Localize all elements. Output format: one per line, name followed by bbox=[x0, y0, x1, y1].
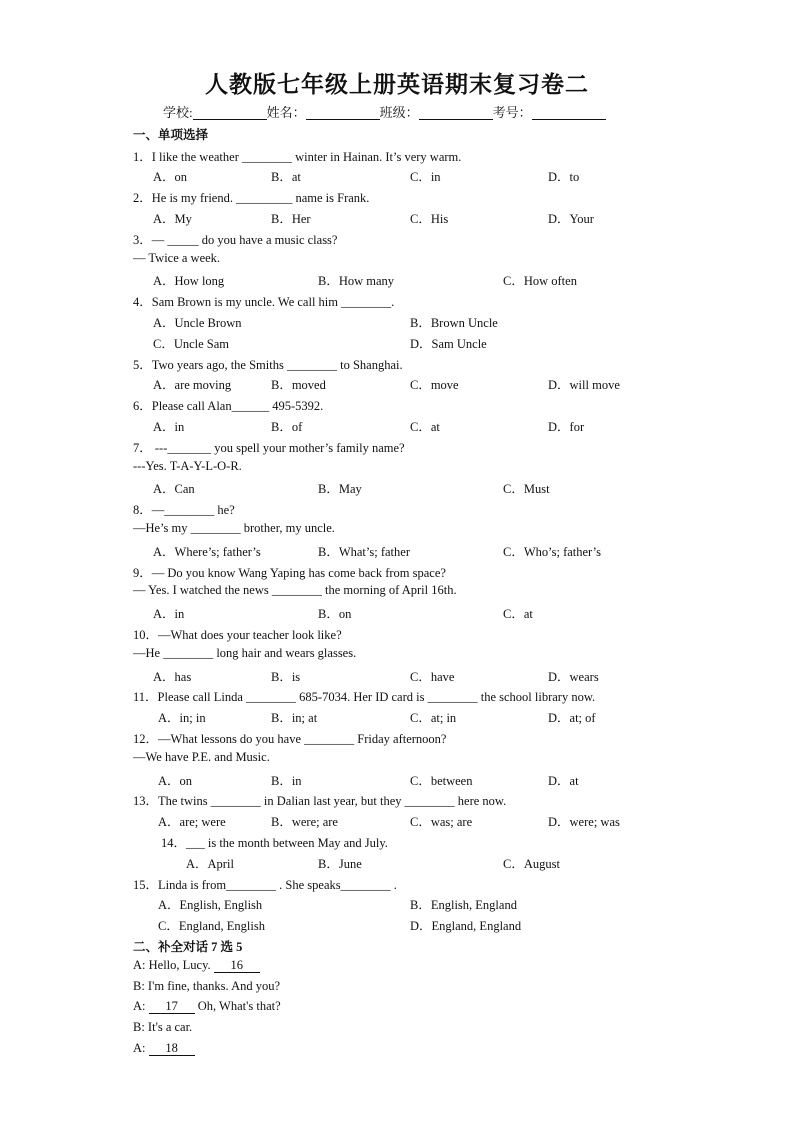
question-text: 4．Sam Brown is my uncle. We call him ________. bbox=[133, 295, 395, 309]
dialogue-blank-17: 17 bbox=[149, 1000, 195, 1014]
question-text: 14．___ is the month between May and July. bbox=[161, 836, 388, 850]
answer-option: A．English, English bbox=[158, 898, 263, 912]
question-text: 11．Please call Linda ________ 685-7034. Her ID card is ________ the school library now. bbox=[133, 690, 596, 704]
question-text: 13．The twins ________ in Dalian last year, but they ________ here now. bbox=[133, 794, 507, 808]
answer-option: D．Your bbox=[548, 212, 594, 226]
answer-option: B．What’s; father bbox=[318, 545, 410, 559]
answer-option: A．has bbox=[153, 670, 192, 684]
number-blank bbox=[532, 105, 606, 120]
number-label: 考号： bbox=[492, 105, 532, 120]
answer-option: C．was; are bbox=[410, 815, 473, 829]
answer-option: C．Who’s; father’s bbox=[503, 545, 602, 559]
dialogue-text: A: bbox=[133, 1041, 149, 1055]
answer-option: D．at; of bbox=[548, 711, 596, 725]
answer-option: D．Sam Uncle bbox=[410, 337, 487, 351]
name-label: 姓名： bbox=[266, 105, 306, 120]
answer-option: D．at bbox=[548, 774, 579, 788]
answer-option: C．Uncle Sam bbox=[153, 337, 230, 351]
answer-option: D．were; was bbox=[548, 815, 620, 829]
answer-option: A．in; in bbox=[158, 711, 206, 725]
answer-option: A．in bbox=[153, 420, 185, 434]
answer-option: B．were; are bbox=[271, 815, 338, 829]
class-label: 班级： bbox=[379, 105, 419, 120]
answer-option: C．August bbox=[503, 857, 560, 871]
answer-option: B．in; at bbox=[271, 711, 318, 725]
answer-option: B．Brown Uncle bbox=[410, 316, 498, 330]
answer-option: C．at bbox=[410, 420, 440, 434]
question-text: 5．Two years ago, the Smiths ________ to Shanghai. bbox=[133, 358, 403, 372]
school-label: 学校: bbox=[163, 105, 193, 120]
name-blank bbox=[306, 105, 380, 120]
question-text: 15．Linda is from________ . She speaks________ . bbox=[133, 878, 397, 892]
answer-option: C．England, English bbox=[158, 919, 265, 933]
answer-option: A．on bbox=[153, 170, 188, 184]
dialogue-line bbox=[133, 999, 281, 1014]
answer-option: B．at bbox=[271, 170, 301, 184]
question-text: 2．He is my friend. _________ name is Frank. bbox=[133, 191, 370, 205]
answer-option: C．How often bbox=[503, 274, 577, 288]
answer-option: C．move bbox=[410, 378, 459, 392]
answer-option: A．Can bbox=[153, 482, 195, 496]
answer-option: B．of bbox=[271, 420, 303, 434]
answer-option: B．How many bbox=[318, 274, 395, 288]
answer-option: A．How long bbox=[153, 274, 225, 288]
answer-option: A．Where’s; father’s bbox=[153, 545, 261, 559]
question-text: 8．—________ he? bbox=[133, 503, 235, 517]
school-blank bbox=[193, 105, 267, 120]
answer-option: D．for bbox=[548, 420, 585, 434]
dialogue-blank-18: 18 bbox=[149, 1042, 195, 1056]
answer-option: B．June bbox=[318, 857, 362, 871]
answer-option: C．at; in bbox=[410, 711, 457, 725]
answer-option: B．May bbox=[318, 482, 362, 496]
answer-option: C．in bbox=[410, 170, 441, 184]
answer-option: B．on bbox=[318, 607, 352, 621]
answer-option: D．to bbox=[548, 170, 580, 184]
answer-option: A．My bbox=[153, 212, 192, 226]
question-text: —We have P.E. and Music. bbox=[133, 750, 270, 764]
answer-option: D．wears bbox=[548, 670, 599, 684]
answer-option: D．will move bbox=[548, 378, 620, 392]
class-blank bbox=[419, 105, 493, 120]
answer-option: A．April bbox=[186, 857, 234, 871]
answer-option: C．Must bbox=[503, 482, 550, 496]
answer-option: C．at bbox=[503, 607, 533, 621]
question-text: 7． ---_______ you spell your mother’s family name? bbox=[133, 441, 405, 455]
question-text: 1．I like the weather ________ winter in Hainan. It’s very warm. bbox=[133, 150, 462, 164]
dialogue-text: A: bbox=[133, 999, 149, 1013]
section-heading-choice: 一、单项选择 bbox=[133, 128, 209, 142]
dialogue-line: B: I'm fine, thanks. And you? bbox=[133, 979, 281, 993]
answer-option: C．have bbox=[410, 670, 455, 684]
question-text: —He ________ long hair and wears glasses. bbox=[133, 646, 357, 660]
dialogue-text: A: Hello, Lucy. bbox=[133, 958, 214, 972]
question-text: 9．— Do you know Wang Yaping has come back from space? bbox=[133, 566, 446, 580]
student-info-row bbox=[163, 102, 606, 121]
dialogue-line bbox=[133, 1041, 195, 1056]
section-heading-dialogue: 二、补全对话 7 选 5 bbox=[133, 940, 243, 954]
question-text: 3．— _____ do you have a music class? bbox=[133, 233, 338, 247]
answer-option: C．between bbox=[410, 774, 473, 788]
answer-option: B．English, England bbox=[410, 898, 517, 912]
question-text: 10．—What does your teacher look like? bbox=[133, 628, 342, 642]
answer-option: D．England, England bbox=[410, 919, 522, 933]
answer-option: C．His bbox=[410, 212, 449, 226]
dialogue-blank-16: 16 bbox=[214, 959, 260, 973]
answer-option: B．moved bbox=[271, 378, 326, 392]
answer-option: A．are moving bbox=[153, 378, 232, 392]
question-text: — Yes. I watched the news ________ the morning of April 16th. bbox=[133, 583, 457, 597]
answer-option: A．in bbox=[153, 607, 185, 621]
answer-option: A．Uncle Brown bbox=[153, 316, 242, 330]
dialogue-text: Oh, What's that? bbox=[194, 999, 281, 1013]
question-text: —He’s my ________ brother, my uncle. bbox=[133, 521, 335, 535]
answer-option: B．is bbox=[271, 670, 301, 684]
answer-option: A．on bbox=[158, 774, 193, 788]
answer-option: B．in bbox=[271, 774, 302, 788]
answer-option: B．Her bbox=[271, 212, 311, 226]
question-text: 12．—What lessons do you have ________ Friday afternoon? bbox=[133, 732, 447, 746]
question-text: ---Yes. T-A-Y-L-O-R. bbox=[133, 459, 242, 473]
question-text: — Twice a week. bbox=[133, 251, 221, 265]
dialogue-line bbox=[133, 958, 260, 973]
page-title: 人教版七年级上册英语期末复习卷二 bbox=[205, 72, 589, 97]
answer-option: A．are; were bbox=[158, 815, 226, 829]
dialogue-line: B: It's a car. bbox=[133, 1020, 193, 1034]
question-text: 6．Please call Alan______ 495-5392. bbox=[133, 399, 324, 413]
